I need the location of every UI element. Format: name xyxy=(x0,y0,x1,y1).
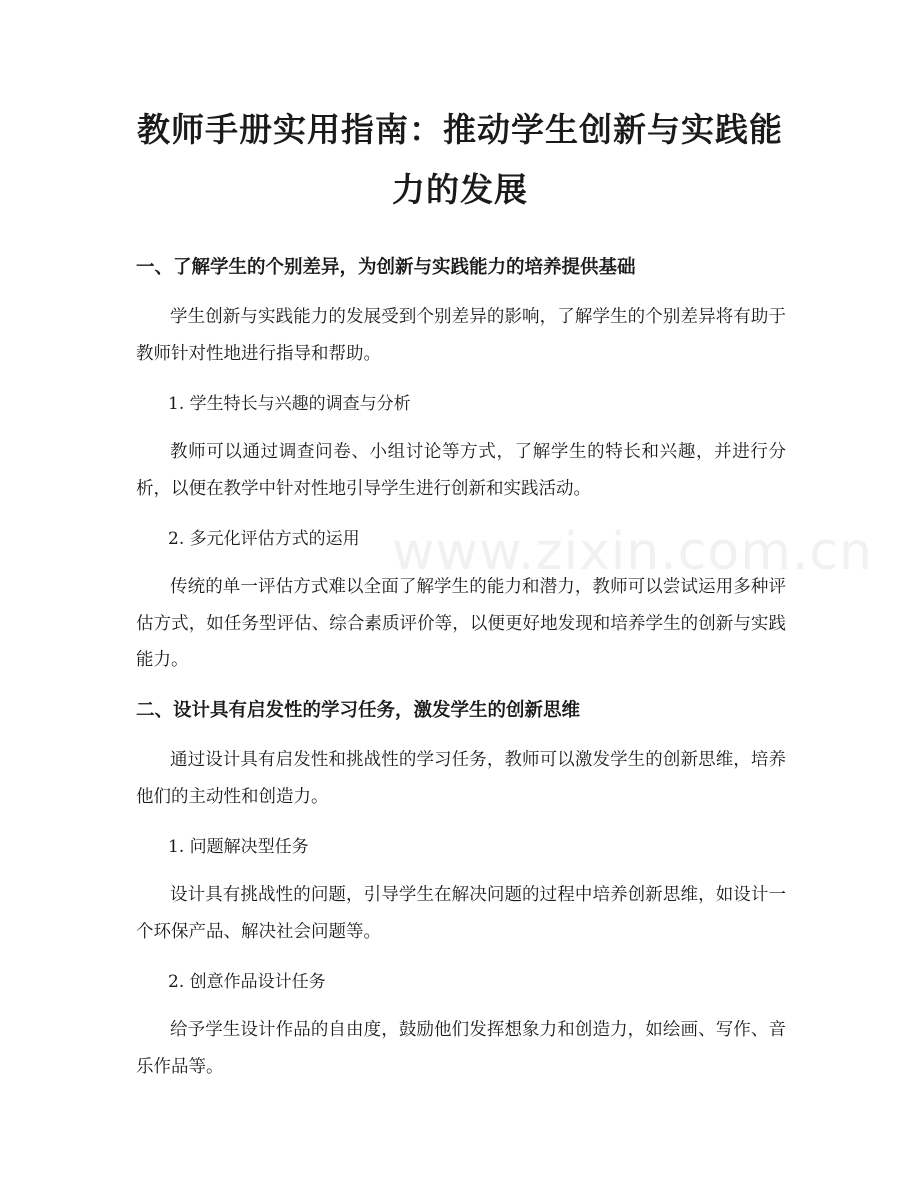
subsection-heading-2-2: 2. 创意作品设计任务 xyxy=(168,972,326,992)
watermark: www.zixin.com.cn xyxy=(392,522,873,582)
subsection-2-1-paragraph: 设计具有挑战性的问题，引导学生在解决问题的过程中培养创新思维，如设计一个环保产品、解决社会问题等。 xyxy=(136,885,786,942)
section-heading-1: 一、了解学生的个别差异，为创新与实践能力的培养提供基础 xyxy=(136,257,636,278)
subsection-1-1-paragraph: 教师可以通过调查问卷、小组讨论等方式，了解学生的特长和兴趣，并进行分析，以便在教学中针对性地引导学生进行创新和实践活动。 xyxy=(136,442,786,499)
section-2-intro-paragraph: 通过设计具有启发性和挑战性的学习任务，教师可以激发学生的创新思维，培养他们的主动性和创造力。 xyxy=(136,750,786,807)
subsection-2-2-paragraph: 给予学生设计作品的自由度，鼓励他们发挥想象力和创造力，如绘画、写作、音乐作品等。 xyxy=(136,1020,786,1077)
subsection-heading-1-1: 1. 学生特长与兴趣的调查与分析 xyxy=(168,394,411,414)
subsection-1-2-paragraph: 传统的单一评估方式难以全面了解学生的能力和潜力，教师可以尝试运用多种评估方式，如任务型评估、综合素质评价等，以便更好地发现和培养学生的创新与实践能力。 xyxy=(136,577,786,670)
page-title: 教师手册实用指南：推动学生创新与实践能力的发展 xyxy=(137,110,783,209)
subsection-heading-1-2: 2. 多元化评估方式的运用 xyxy=(168,529,360,549)
section-heading-2: 二、设计具有启发性的学习任务，激发学生的创新思维 xyxy=(136,700,581,721)
subsection-heading-2-1: 1. 问题解决型任务 xyxy=(168,837,309,857)
section-1-intro-paragraph: 学生创新与实践能力的发展受到个别差异的影响，了解学生的个别差异将有助于教师针对性地进行指导和帮助。 xyxy=(136,307,786,364)
